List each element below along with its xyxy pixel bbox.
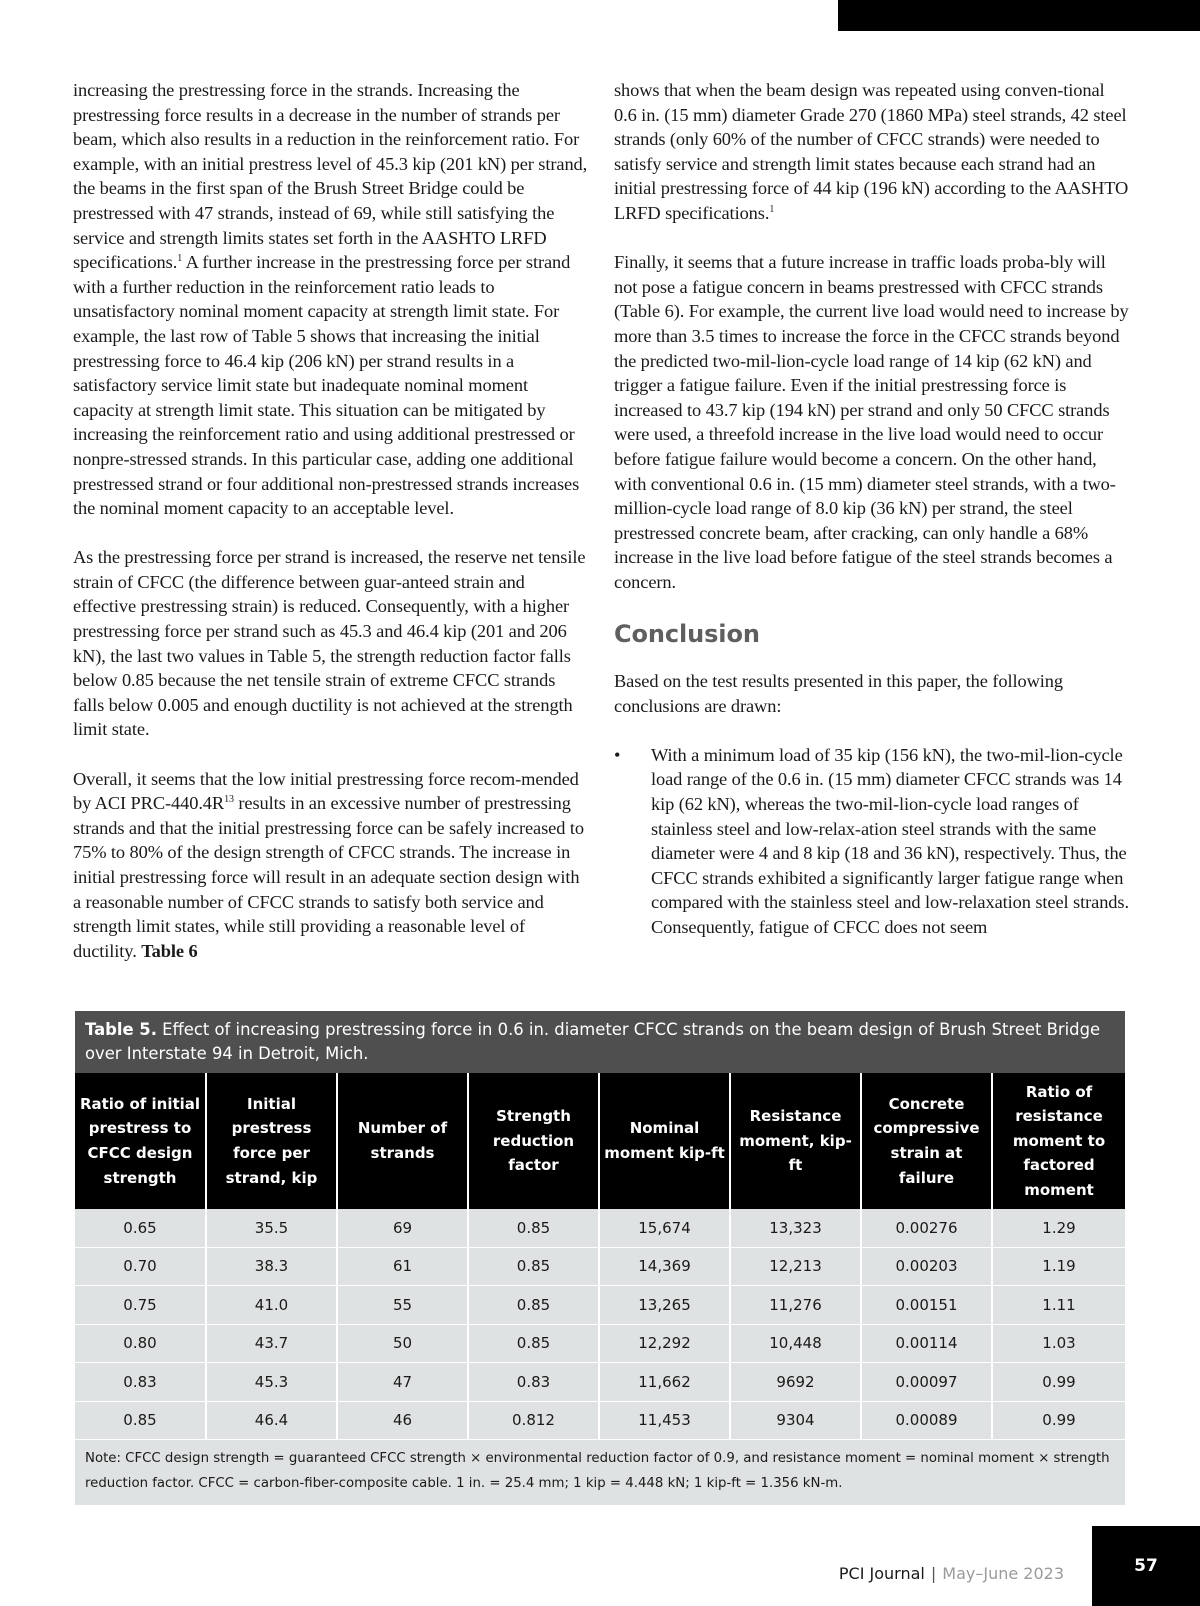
table-cell: 47	[337, 1363, 468, 1402]
table-cell: 46	[337, 1401, 468, 1440]
table-cell: 12,292	[599, 1324, 730, 1363]
column-header: Concrete compressive strain at failure	[861, 1073, 992, 1209]
table-cell: 61	[337, 1247, 468, 1286]
column-header: Ratio of resistance moment to factored moment	[992, 1073, 1125, 1209]
reference-superscript: 1	[769, 203, 775, 215]
footer-separator: |	[930, 1564, 937, 1583]
table-cell: 9304	[730, 1401, 861, 1440]
table-caption-label: Table 5.	[85, 1020, 157, 1039]
table-cell: 0.00114	[861, 1324, 992, 1363]
table-cell: 0.00276	[861, 1209, 992, 1247]
table-cell: 1.11	[992, 1286, 1125, 1325]
table-caption: Table 5. Effect of increasing prestressing force in 0.6 in. diameter CFCC strands on the beam design of Brush Street Bridge over Interstate 94 in Detroit, Mich.	[75, 1011, 1125, 1073]
table-cell: 11,276	[730, 1286, 861, 1325]
table-cell: 11,453	[599, 1401, 730, 1440]
table-cell: 0.99	[992, 1401, 1125, 1440]
table-row	[75, 1286, 1125, 1325]
reference-superscript: 13	[224, 794, 234, 806]
column-header: Number of strands	[337, 1073, 468, 1209]
table-row	[75, 1401, 1125, 1440]
column-header: Initial prestress force per strand, kip	[206, 1073, 337, 1209]
table-cell: 13,265	[599, 1286, 730, 1325]
section-heading-conclusion: Conclusion	[614, 620, 760, 649]
page-footer	[0, 1556, 1200, 1606]
table-cell: 0.85	[468, 1209, 599, 1247]
table-header-row	[75, 1073, 1125, 1209]
table-5	[75, 1011, 1125, 1505]
top-black-bar	[838, 0, 1200, 31]
table-cell: 38.3	[206, 1247, 337, 1286]
table-cell: 69	[337, 1209, 468, 1247]
table-cell: 0.70	[75, 1247, 206, 1286]
table-cell: 0.75	[75, 1286, 206, 1325]
table-cell: 0.83	[75, 1363, 206, 1402]
table-cell: 0.812	[468, 1401, 599, 1440]
table-cell: 0.80	[75, 1324, 206, 1363]
table-row	[75, 1363, 1125, 1402]
table-cell: 0.85	[75, 1401, 206, 1440]
footer-journal-info	[839, 1560, 1064, 1606]
column-header: Ratio of initial prestress to CFCC design strength	[75, 1073, 206, 1209]
table-cell: 1.19	[992, 1247, 1125, 1286]
table-cell: 41.0	[206, 1286, 337, 1325]
paragraph-steel-comparison: shows that when the beam design was repeated using conven-tional 0.6 in. (15 mm) diameter Grade 270 (1860 MPa) steel strands, 42 steel strands (only 60% of the number of CFCC strands) were needed to satisfy service and strength limit states because each strand had an initial prestressing force of 44 kip (196 kN) according to the AASHTO LRFD specifications.$^1$	[614, 80, 1129, 223]
table-cell: 0.85	[468, 1324, 599, 1363]
conclusion-list	[614, 743, 1129, 940]
table-cell: 55	[337, 1286, 468, 1325]
table-cell: 15,674	[599, 1209, 730, 1247]
table-cell: 0.83	[468, 1363, 599, 1402]
table-cell: 10,448	[730, 1324, 861, 1363]
column-header: Strength reduction factor	[468, 1073, 599, 1209]
table-cell: 35.5	[206, 1209, 337, 1247]
bullet-icon: •	[614, 744, 621, 765]
table-cell: 0.85	[468, 1286, 599, 1325]
paragraph-net-tensile-strain: As the prestressing force per strand is increased, the reserve net tensile strain of CFCC (the difference between guar-anteed strain and effective prestressing strain) is reduced. Consequently, with a higher prestressing force per strand such as 45.3 and 46.4 kip (201 and 206 kN), the last two values in Table 5, the strength reduction factor falls below 0.85 because the net tensile strain of extreme CFCC strands falls below 0.005 and enough ductility is not achieved at the strength limit state.	[73, 547, 586, 740]
paragraph-prestress-increase: increasing the prestressing force in the strands. Increasing the prestressing force results in a decrease in the number of strands per beam, which also results in a reduction in the reinforcement ratio. For example, with an initial prestress level of 45.3 kip (201 kN) per strand, the beams in the first span of the Brush Street Bridge could be prestressed with 47 strands, instead of 69, while still satisfying the service and strength limits states set forth in the AASHTO LRFD specifications.$^1$ A further increase in the prestressing force per strand with a further reduction in the reinforcement ratio leads to unsatisfactory nominal moment capacity at strength limit state. For example, the last row of Table 5 shows that increasing the initial prestressing force to 46.4 kip (206 kN) per strand results in a satisfactory service limit state but inadequate nominal moment capacity at strength limit state. This situation can be mitigated by increasing the reinforcement ratio and using additional prestressed or nonpre-stressed strands. In this particular case, adding one additional prestressed strand or four additional non-prestressed strands increases the nominal moment capacity to an acceptable level.	[73, 80, 588, 519]
table-cell: 0.00203	[861, 1247, 992, 1286]
paragraph-fatigue: Finally, it seems that a future increase in traffic loads proba-bly will not pose a fatigue concern in beams prestressed with CFCC strands (Table 6). For example, the current live load would need to increase by more than 3.5 times to increase the force in the CFCC strands beyond the predicted two-mil-lion-cycle load range of 14 kip (62 kN) and trigger a fatigue failure. Even if the initial prestressing force is increased to 43.7 kip (194 kN) per strand and only 50 CFCC strands were used, a threefold increase in the live load would need to occur before fatigue failure would become a concern. On the other hand, with conventional 0.6 in. (15 mm) diameter steel strands, with a two-million-cycle load range of 8.0 kip (36 kN) per strand, the steel prestressed concrete beam, after cracking, can only handle a 68% increase in the live load before fatigue of the steel strands becomes a concern.	[614, 252, 1129, 592]
table-cell: 45.3	[206, 1363, 337, 1402]
table-cell: 13,323	[730, 1209, 861, 1247]
table-reference: Table 6	[141, 940, 198, 961]
table-cell: 9692	[730, 1363, 861, 1402]
table-cell: 1.29	[992, 1209, 1125, 1247]
left-column	[73, 78, 588, 963]
table-cell: 0.99	[992, 1363, 1125, 1402]
table-row	[75, 1324, 1125, 1363]
table-cell: 11,662	[599, 1363, 730, 1402]
journal-name: PCI Journal	[838, 1564, 925, 1583]
table-cell: 0.65	[75, 1209, 206, 1247]
paragraph-conclusion-intro: Based on the test results presented in this paper, the following conclusions are drawn:	[614, 671, 1063, 716]
table-cell: 0.00097	[861, 1363, 992, 1402]
table-row	[75, 1247, 1125, 1286]
reference-superscript: 1	[177, 253, 183, 265]
table-row	[75, 1209, 1125, 1247]
table-cell: 1.03	[992, 1324, 1125, 1363]
data-table	[75, 1073, 1125, 1440]
paragraph-overall: Overall, it seems that the low initial prestressing force recom-mended by ACI PRC-$440.4R^{13}$ results in an excessive number of prestressing strands and that the initial prestressing force can be safely increased to 75% to 80% of the design strength of CFCC strands. The increase in initial prestressing force will result in an adequate section design with a reasonable number of CFCC strands to satisfy both service and strength limit states, while still providing a reasonable level of ductility. Table 6	[73, 768, 584, 961]
column-header: Resistance moment, kip-ft	[730, 1073, 861, 1209]
table-cell: 0.00089	[861, 1401, 992, 1440]
table-note: Note: CFCC design strength = guaranteed CFCC strength × environmental reduction factor of 0.9, and resistance moment = nominal moment × strength reduction factor. CFCC = carbon-fiber-composite cable. 1 in. = 25.4 mm; 1 kip = 4.448 kN; 1 kip-ft = 1.356 kN-m.	[75, 1440, 1125, 1505]
page-number: 57	[1092, 1526, 1200, 1606]
table-cell: 50	[337, 1324, 468, 1363]
issue-date: May–June 2023	[942, 1564, 1064, 1583]
list-item: • With a minimum load of 35 kip (156 kN), the two-mil-lion-cycle load range of the 0.6 in. (15 mm) diameter CFCC strands was 14 kip (62 kN), whereas the two-mil-lion-cycle load ranges of stainless steel and low-relax-ation steel strands with the same diameter were 4 and 8 kip (18 and 36 kN), respectively. Thus, the CFCC strands exhibited a significantly larger fatigue range when compared with the stainless steel and low-relaxation steel strands. Consequently, fatigue of CFCC does not seem	[614, 744, 1129, 937]
table-cell: 46.4	[206, 1401, 337, 1440]
table-cell: 14,369	[599, 1247, 730, 1286]
table-cell: 12,213	[730, 1247, 861, 1286]
table-cell: 43.7	[206, 1324, 337, 1363]
column-header: Nominal moment kip-ft	[599, 1073, 730, 1209]
table-cell: 0.00151	[861, 1286, 992, 1325]
table-cell: 0.85	[468, 1247, 599, 1286]
right-column	[614, 78, 1129, 940]
